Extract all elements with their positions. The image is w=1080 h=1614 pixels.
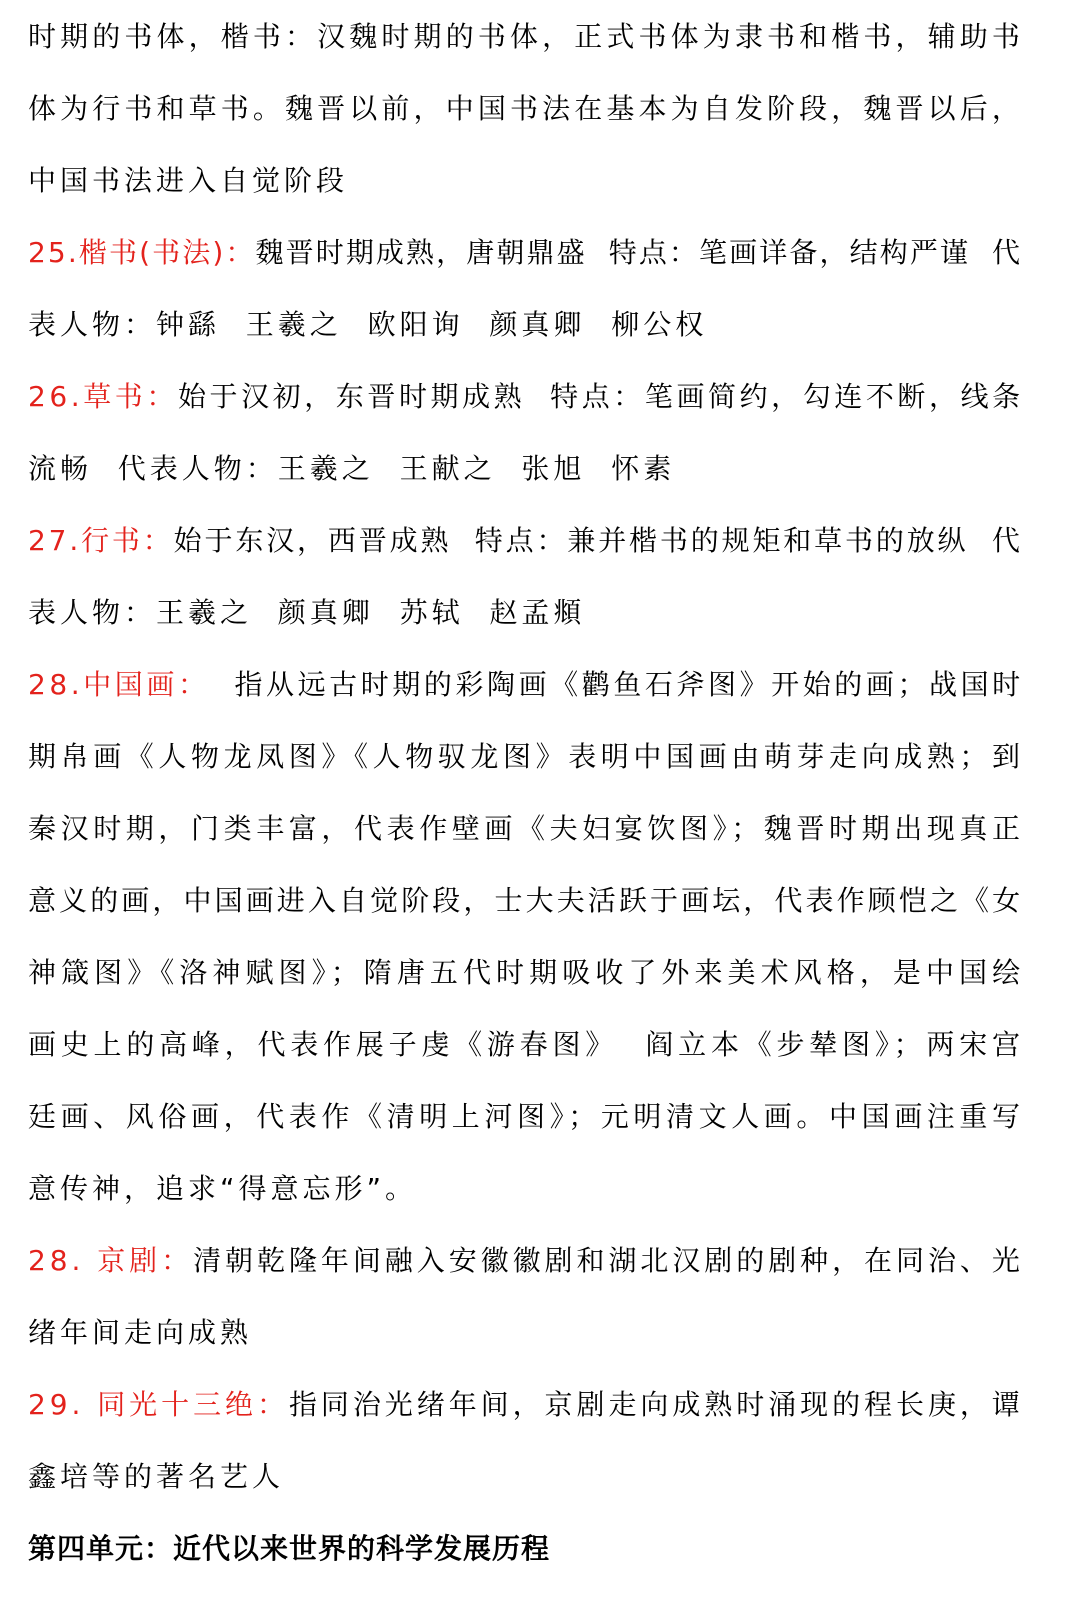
intro-line: 体为行书和草书。魏晋以前，中国书法在基本为自发阶段，魏晋以后， — [28, 92, 1025, 125]
entry-text: 绪年间走向成熟 — [28, 1316, 253, 1349]
text-line — [28, 1081, 1025, 1153]
text-line — [28, 289, 1020, 361]
entry-text: 始于汉初，东晋时期成熟 特点：笔画简约，勾连不断，线条 — [177, 380, 1024, 413]
entry-text: 指从远古时期的彩陶画《鹳鱼石斧图》开始的画；战国时 — [209, 668, 1024, 701]
entry-text: 表人物：钟繇 王羲之 欧阳询 颜真卿 柳公权 — [28, 308, 708, 341]
intro-line: 中国书法进入自觉阶段 — [28, 164, 349, 197]
text-line — [28, 433, 1020, 505]
entry-text: 画史上的高峰，代表作展子虔《游春图》 阎立本《步辇图》；两宋宫 — [28, 1028, 1025, 1061]
intro-line: 时期的书体，楷书：汉魏时期的书体，正式书体为隶书和楷书，辅助书 — [28, 20, 1025, 53]
entry-caoshu — [28, 361, 1024, 433]
text-line — [28, 865, 1024, 937]
entry-xingshu — [28, 505, 1023, 577]
document-page — [28, 1, 1026, 1585]
entry-tongguang-13 — [28, 1369, 1024, 1441]
text-line — [28, 793, 1025, 865]
entry-text: 意义的画，中国画进入自觉阶段，士大夫活跃于画坛，代表作顾恺之《女 — [28, 884, 1024, 917]
entry-text: 意传神，追求“得意忘形”。 — [28, 1172, 418, 1205]
entry-text: 神箴图》《洛神赋图》；隋唐五代时期吸收了外来美术风格，是中国绘 — [28, 956, 1026, 989]
text-line — [28, 1009, 1025, 1081]
entry-text: 期帛画《人物龙凤图》《人物驭龙图》表明中国画由萌芽走向成熟；到 — [28, 740, 1025, 773]
entry-text: 指同治光绪年间，京剧走向成熟时涌现的程长庚，谭 — [288, 1388, 1024, 1421]
entry-text: 秦汉时期，门类丰富，代表作壁画《夫妇宴饮图》；魏晋时期出现真正 — [28, 812, 1025, 845]
entry-label: 26.草书： — [28, 380, 178, 413]
text-line — [28, 73, 1025, 145]
text-line — [28, 1153, 1020, 1225]
text-line — [28, 937, 1026, 1009]
entry-label: 29. 同光十三绝： — [28, 1388, 289, 1421]
entry-label: 27.行书： — [28, 524, 174, 557]
entry-text: 表人物：王羲之 颜真卿 苏轼 赵孟頫 — [28, 596, 586, 629]
entry-text: 始于东汉，西晋成熟 特点：兼并楷书的规矩和草书的放纵 代 — [173, 524, 1023, 557]
text-line — [28, 721, 1025, 793]
text-line — [28, 1441, 1020, 1513]
entry-text: 魏晋时期成熟，唐朝鼎盛 特点：笔画详备，结构严谨 代 — [255, 236, 1023, 269]
entry-label: 28.中国画： — [28, 668, 210, 701]
text-line — [28, 1, 1025, 73]
entry-text: 清朝乾隆年间融入安徽徽剧和湖北汉剧的剧种，在同治、光 — [193, 1244, 1024, 1277]
entry-kaishu — [28, 217, 1023, 289]
text-line — [28, 145, 1020, 217]
entry-label: 25.楷书(书法)： — [28, 236, 256, 269]
entry-peking-opera — [28, 1225, 1024, 1297]
entry-label: 28. 京剧： — [28, 1244, 194, 1277]
section-heading: 第四单元：近代以来世界的科学发展历程 — [28, 1532, 551, 1565]
entry-chinese-painting — [28, 649, 1024, 721]
text-line — [28, 577, 1020, 649]
entry-text: 鑫培等的著名艺人 — [28, 1460, 285, 1493]
text-line — [28, 1297, 1020, 1369]
entry-text: 流畅 代表人物：王羲之 王献之 张旭 怀素 — [28, 452, 676, 485]
entry-text: 廷画、风俗画，代表作《清明上河图》；元明清文人画。中国画注重写 — [28, 1100, 1025, 1133]
